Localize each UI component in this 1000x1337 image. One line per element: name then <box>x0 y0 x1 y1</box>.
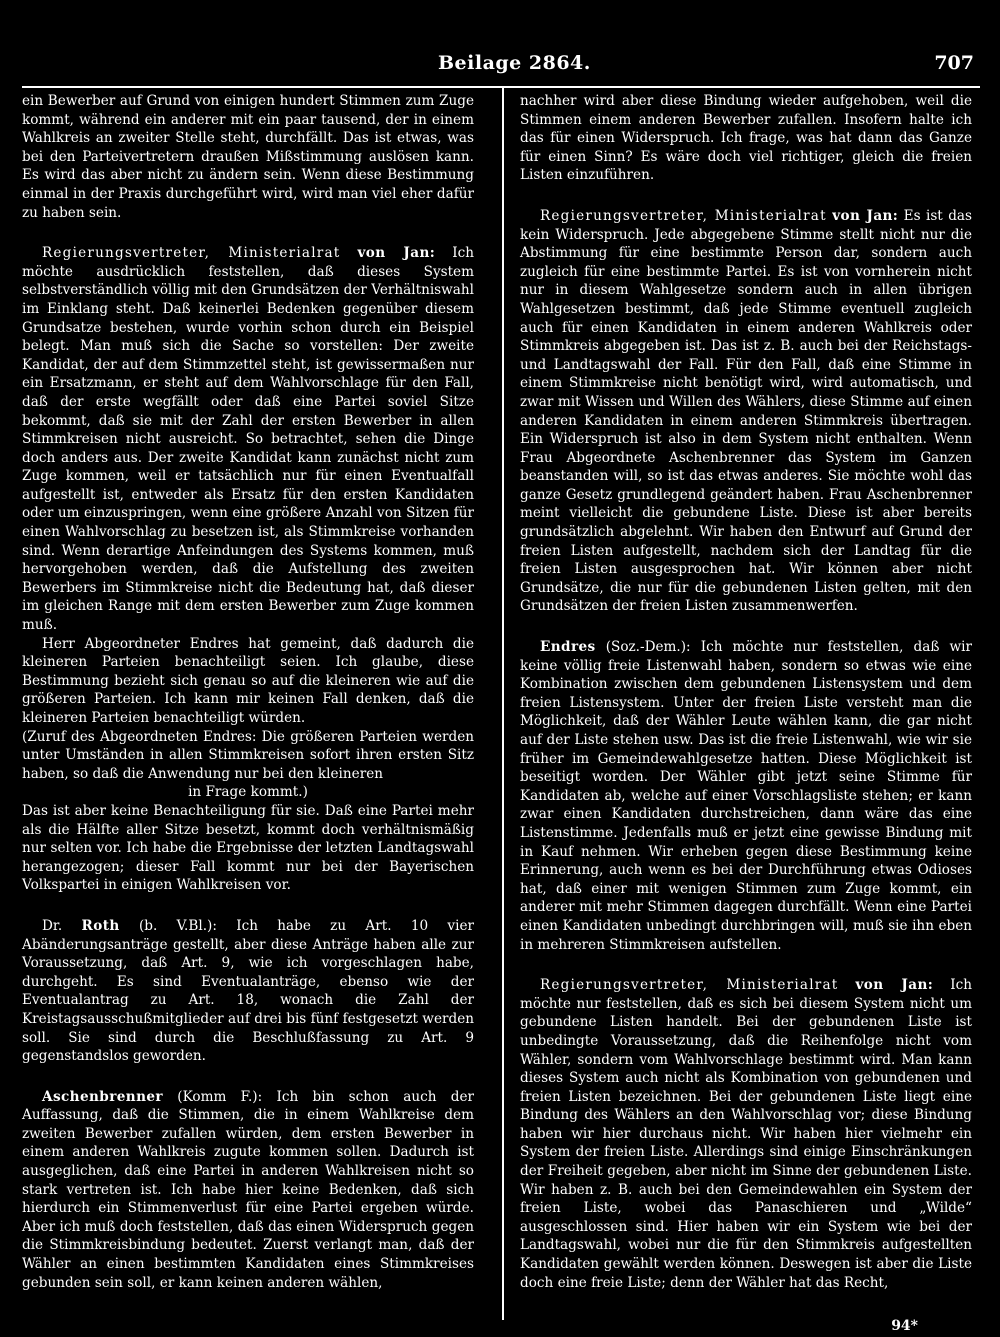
speaker-name: von Jan: <box>832 207 899 224</box>
speech-text: Ich möchte nur feststellen, daß wir keine völlig freie Listenwahl haben, sondern so etwas wie eine Kombination zwischen dem gebundenen Listensystem und dem freien Listensystem. Unter der freien Liste versteht man die Möglichkeit, daß der Wähler Leute wählen kann, die gar nicht auf der Liste stehen usw. Das ist die freie Listenwahl, wie wir sie früher im Gemeindewahlgesetze hatten. Diese Möglichkeit ist beseitigt worden. Der Wähler gibt jetzt seine Stimme für Kandidaten ab, welche auf einer Vorschlagsliste stehen; er kann zwar einen Kandidaten durchstreichen, dann wäre das eine Listenstimme. Jedenfalls muß er jetzt eine gewisse Bindung mit in Kauf nehmen. Wir erheben gegen diese Bestimmung keine Erinnerung, auch wenn es bei der Durchführung etwas Odioses hat, daß einer mit wenigen Stimmen zum Zuge kommt, ein anderer mit mehr Stimmen dagegen durchfällt. Wenn eine Partei einen Kandidaten unbedingt durchbringen will, muß sie ihn eben in mehreren Stimmkreisen aufstellen. <box>520 639 972 953</box>
speech-text: Ich möchte ausdrücklich feststellen, daß dieses System selbstverständlich völlig mit den Grundsätzen der Verhältniswahl im Einklang steht. Daß keinerlei Bedenken gegenüber diesem Grundsatze bestehen, wurde vorhin schon durch ein Beispiel belegt. Man muß sich die Sache so vorstellen: Der zweite Kandidat, der auf dem Stimmzettel steht, ist gewissermaßen nur ein Ersatzmann, er steht auf dem Wahlvorschlage für den Fall, daß der erste wegfällt oder daß eine Partei soviel Sitze bekommt, daß sie mit der Zahl der ersten Bewerber in allen Stimmkreisen nicht ausreicht. So betrachtet, sehen die Dinge doch anders aus. Der zweite Kandidat kann zunächst nicht zum Zuge kommen, weil er tatsächlich nur für einen Eventualfall aufgestellt ist, entweder als Ersatz für den ersten Kandidaten oder um einzuspringen, wenn eine größere Anzahl von Sitzen für einen Wahlvorschlag zu besetzen ist, als Stimmkreise vorhanden sind. Wenn derartige Anfeindungen des Systems kommen, muß hervorgehoben werden, daß die Aufstellung des zweiten Bewerbers im Stimmkreise nicht die Bedeutung hat, daß dieser im gleichen Range mit dem ersten Bewerber zum Zuge kommen muß. <box>22 245 474 634</box>
header-rule <box>22 86 980 88</box>
speaker-name: von Jan: <box>855 977 934 994</box>
interjection-end: in Frage kommt.) <box>188 784 308 801</box>
page-number: 707 <box>934 52 974 74</box>
signature-mark: 94* <box>891 1318 918 1334</box>
paragraph: ein Bewerber auf Grund von einigen hundert Stimmen zum Zuge kommt, während ein anderer mit ein paar tausend, der in einem Wahlkreis an zweiter Stelle steht, durchfällt. Das ist etwas, was bei den Parteivertretern draußen Mißstimmung auslösen kann. Es wird das aber nicht zu ändern sein. Wenn diese Bestimmung einmal in der Praxis durchgeführt wird, wird man viel eher dafür zu haben sein. <box>22 93 474 221</box>
speaker-name: Endres <box>540 639 596 656</box>
interjection-text: (Zuruf des Abgeordneten Endres: Die größeren Parteien werden unter Umständen in allen Stimmkreisen sofort ihren ersten Sitz haben, so daß die Anwendung nur bei den kleineren <box>22 728 474 782</box>
speech-aschenbrenner <box>22 1088 474 1293</box>
speech-text: Ich bin schon auch der Auffassung, daß die Stimmen, die in einem Wahlkreise dem zweiten Bewerber zufallen würden, dem ersten Bewerber in einem anderen Wahlkreis zugute kommen sollen. Dadurch ist ausgeglichen, daß eine Partei in anderen Wahlkreisen nicht so stark vertreten ist. Ich habe hier keine Bedenken, daß sich hierdurch ein Stimmenverlust für eine Partei ergeben würde. Aber ich muß doch feststellen, daß das einen Widerspruch gegen die Stimmkreisbindung bedeutet. Zuerst verlangt man, daß der Wähler an einen bestimmten Kandidaten eines Stimmkreises gebunden sein soll, er kann keinen anderen wählen, <box>22 1088 475 1291</box>
left-column <box>22 92 474 1292</box>
speaker-party: (b. V.Bl.): <box>119 917 217 934</box>
speaker-party: (Soz.-Dem.): <box>595 639 691 656</box>
speaker-name: von Jan: <box>357 245 436 262</box>
speaker-role: Regierungsvertreter, Ministerialrat <box>540 207 827 224</box>
speaker-party: (Komm F.): <box>163 1088 263 1105</box>
speech-von-jan-1 <box>22 244 474 634</box>
speaker-role: Regierungsvertreter, Ministerialrat <box>540 977 839 994</box>
header-title: Beilage 2864. <box>438 52 591 74</box>
paragraph: nachher wird aber diese Bindung wieder aufgehoben, weil die Stimmen einem anderen Bewerber zufallen. Insofern halte ich das für einen Widerspruch. Ich frage, was hat dann das Ganze für einen Sinn? Es wäre doch viel richtiger, gleich die freien Listen einzuführen. <box>520 93 972 184</box>
speech-von-jan-3 <box>520 976 972 1292</box>
speech-text: Es ist das kein Widerspruch. Jede abgegebene Stimme stellt nicht nur die Abstimmung für eine bestimmte Person dar, sondern auch zugleich für eine bestimmte Partei. Es ist von vornherein nicht nur in diesem Wahlgesetze sondern auch in allen übrigen Wahlgesetzen bestimmt, daß jede Stimme eventuell zugleich auch für einen Kandidaten in einem anderen Wahlkreis oder Stimmkreis abgegeben ist. Das ist z. B. auch bei der Reichstags- und Landtagswahl der Fall. Für den Fall, daß eine Stimme in einem Stimmkreise nicht benötigt wird, wird automatisch, und zwar mit Wissen und Willen des Wählers, diese Stimme auf einen anderen Kandidaten in einem anderen Stimmkreis übertragen. Ein Widerspruch ist also in dem System nicht enthalten. Wenn Frau Abgeordnete Aschenbrenner das System im Ganzen beanstanden will, so ist das etwas anderes. Sie möchte wohl das ganze Gesetz grundlegend geändert haben. Frau Aschenbrenner meint vielleicht die gebundene Liste. Diese ist aber bereits grundsätzlich abgelehnt. Wir haben den Entwurf auf Grund der freien Listen aufgestellt, nachdem sich der Landtag für die freien Listen ausgesprochen hat. Wir können aber nicht Grundsätze, die nur für die gebundenen Listen gelten, mit den Grundsätzen der freien Listen zusammenwerfen. <box>520 207 972 615</box>
paragraph: Herr Abgeordneter Endres hat gemeint, daß dadurch die kleineren Parteien benachteiligt seien. Ich glaube, diese Bestimmung bezieht sich genau so auf die kleineren wie auf die größeren Parteien. Ich kann mir keinen Fall denken, daß die kleineren Parteien benachteiligt würden. <box>22 635 474 726</box>
speech-text: Ich möchte nur feststellen, daß es sich bei diesem System nicht um gebundene Listen handelt. Bei der gebundenen Liste ist unbedingte Voraussetzung, daß die Reihenfolge nicht vom Wähler, sondern vom Wahlvorschlage bestimmt wird. Man kann dieses System auch nicht als Kombination von gebundenen und freien Listen bezeichnen. Bei der gebundenen Liste liegt eine Bindung des Wählers an den Wahlvorschlag vor; diese Bindung haben wir hier durchaus nicht. Wir haben hier vielmehr ein System der freien Liste. Allerdings sind einige Einschränkungen der Freiheit gegeben, aber nicht im Sinne der gebundenen Liste. Wir haben z. B. auch bei den Gemeindewahlen ein System der freien Liste, wobei das Panaschieren und „Wilde“ ausgeschlossen sind. Hier haben wir ein System wie bei der Landtagswahl, wobei nur die für den Stimmkreis aufgestellten Kandidaten gewählt werden können. Deswegen ist aber die Liste doch eine freie Liste; denn der Wähler hat das Recht, <box>520 977 972 1291</box>
interjection <box>22 728 474 784</box>
column-divider <box>502 88 504 1320</box>
speech-roth <box>22 917 474 1066</box>
speaker-role: Regierungsvertreter, Ministerialrat <box>42 245 341 262</box>
speech-text: Ich habe zu Art. 10 vier Abänderungsanträge gestellt, aber diese Anträge haben alle zur Voraussetzung, daß Art. 9, wie ich vorgeschlagen habe, durchgeht. Es sind Eventualanträge, ebenso wie der Eventualantrag zu Art. 18, wonach die Zahl der Kreistagsausschußmitglieder auf drei bis fünf festgesetzt werden soll. Sie sind durch die Beschlußfassung zu Art. 9 gegenstandslos geworden. <box>22 917 474 1065</box>
paragraph: Das ist aber keine Benachteiligung für sie. Daß eine Partei mehr als die Hälfte aller Sitze besetzt, kommt doch verhältnismäßig nur selten vor. Ich habe die Ergebnisse der letzten Landtagswahl herangezogen; dieser Fall kommt nur bei der Bayerischen Volkspartei in einigen Wahlkreisen vor. <box>22 802 474 894</box>
speaker-prefix: Dr. <box>42 917 82 934</box>
speaker-name: Aschenbrenner <box>42 1088 163 1105</box>
speaker-name: Roth <box>81 917 120 934</box>
speech-endres <box>520 638 972 954</box>
page-header <box>0 52 1000 82</box>
right-column <box>520 92 972 1292</box>
speech-von-jan-2 <box>520 207 972 616</box>
